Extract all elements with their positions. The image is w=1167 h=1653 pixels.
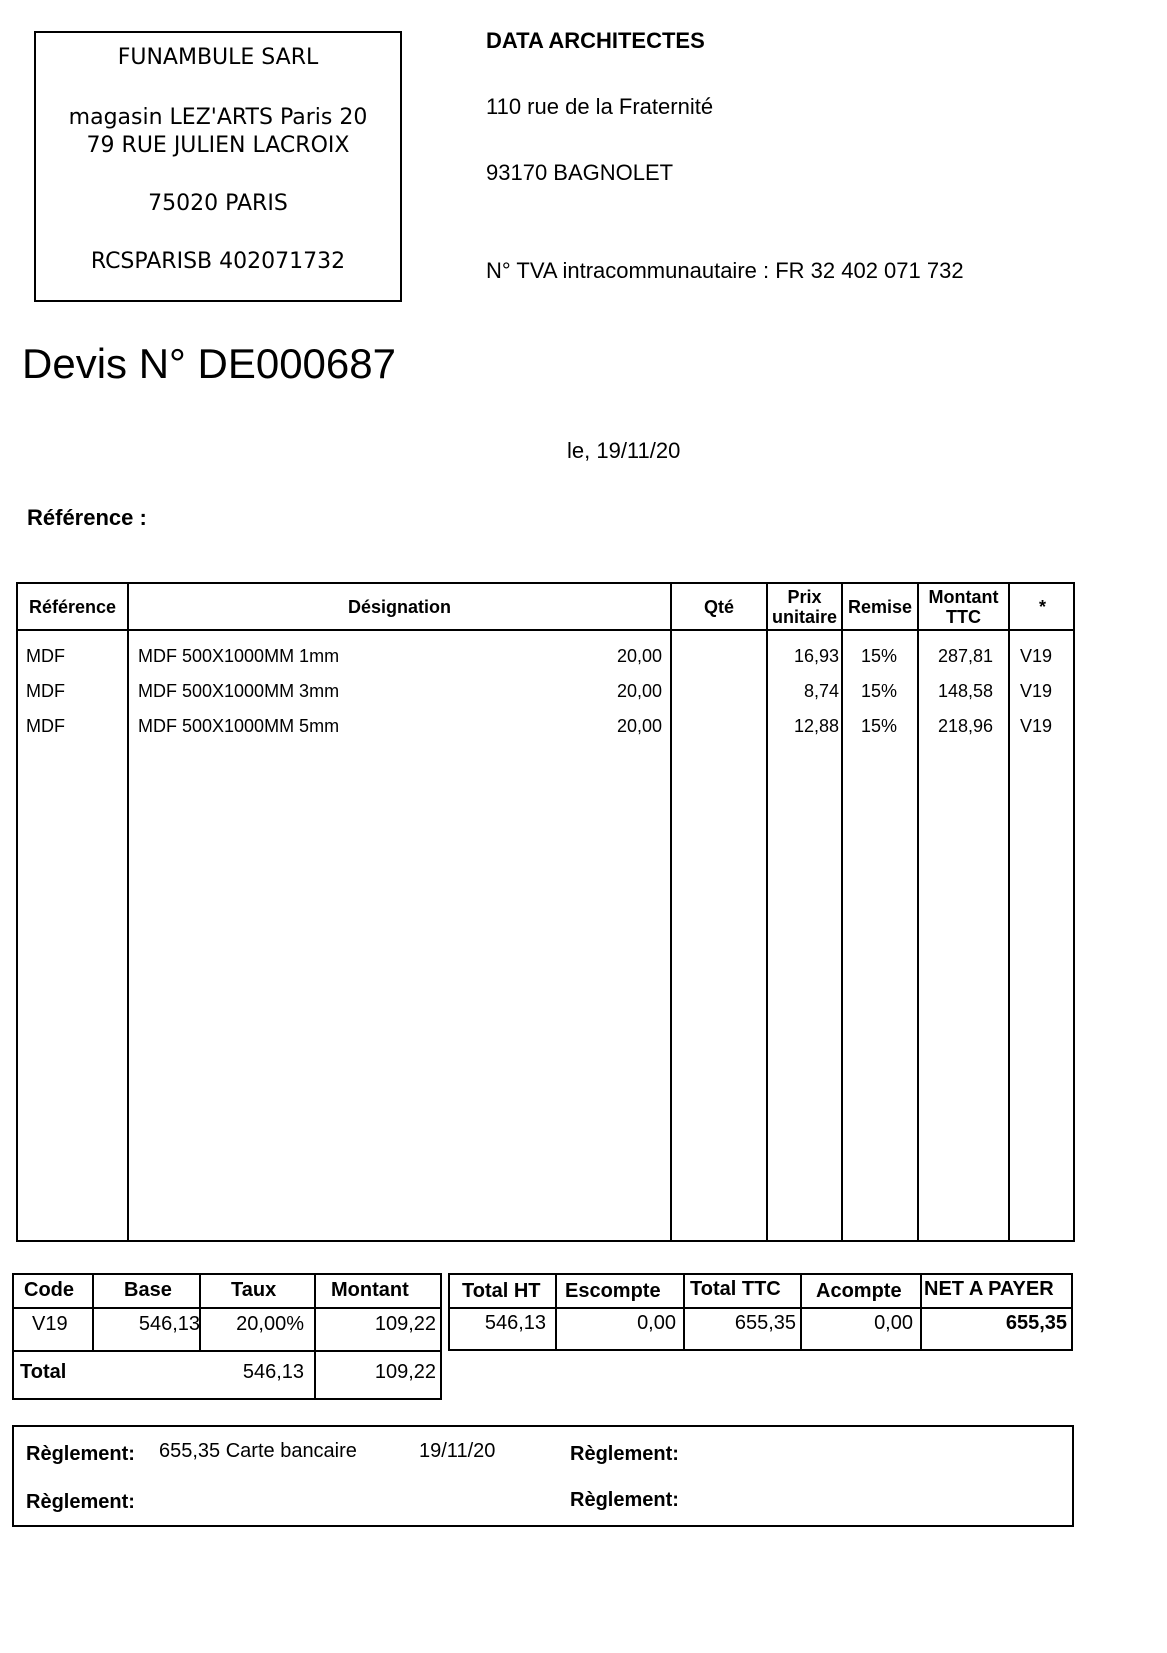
column-divider	[670, 584, 672, 1240]
row-1-designation: MDF 500X1000MM 1mm	[138, 646, 340, 666]
seller-rcs: RCSPARISB 402071732	[90, 249, 346, 274]
payment-label-3: Règlement:	[26, 1491, 135, 1513]
totals-column-divider	[800, 1275, 802, 1349]
reference-label: Référence :	[27, 505, 147, 530]
tax-row-rate: 20,00%	[236, 1313, 304, 1335]
header-amount	[919, 584, 1008, 629]
totals-value-net: 655,35	[1005, 1312, 1067, 1334]
tax-column-divider	[92, 1275, 94, 1350]
row-1-amount: 287,81	[937, 646, 993, 666]
row-2-code: V19	[1020, 681, 1053, 701]
row-1-price: 16,93	[793, 646, 839, 666]
header-discount: Remise	[847, 596, 913, 617]
client-street: 110 rue de la Fraternité	[486, 94, 714, 119]
header-divider	[18, 629, 1073, 631]
tax-row-base: 546,13	[138, 1313, 200, 1335]
tax-header-base: Base	[124, 1279, 172, 1301]
row-3-designation: MDF 500X1000MM 5mm	[138, 716, 340, 736]
row-2-ref: MDF	[26, 681, 65, 701]
row-2-designation: MDF 500X1000MM 3mm	[138, 681, 340, 701]
totals-header-ttc: Total TTC	[690, 1278, 781, 1300]
tax-header-amount: Montant	[331, 1279, 409, 1301]
header-unit-price-line2: unitaire	[771, 606, 837, 627]
totals-value-ht: 546,13	[484, 1312, 546, 1334]
column-divider	[917, 584, 919, 1240]
tax-total-label: Total	[20, 1361, 67, 1383]
seller-street: 79 RUE JULIEN LACROIX	[86, 133, 350, 158]
header-reference: Référence	[28, 596, 117, 617]
totals-column-divider	[555, 1275, 557, 1349]
tax-header-divider	[14, 1307, 440, 1309]
tax-total-divider	[14, 1350, 440, 1352]
row-3-ref: MDF	[26, 716, 65, 736]
payment-1-date: 19/11/20	[419, 1440, 496, 1462]
row-3-qty: 20,00	[616, 716, 662, 736]
totals-value-deposit: 0,00	[874, 1312, 913, 1334]
row-3-amount: 218,96	[937, 716, 993, 736]
column-divider	[841, 584, 843, 1240]
totals-column-divider	[683, 1275, 685, 1349]
totals-header-discount: Escompte	[565, 1280, 661, 1302]
tax-header-code: Code	[24, 1279, 74, 1301]
column-divider	[1008, 584, 1010, 1240]
seller-name: FUNAMBULE SARL	[117, 45, 319, 70]
payment-label-4: Règlement:	[570, 1489, 679, 1511]
column-divider	[127, 584, 129, 1240]
row-2-qty: 20,00	[616, 681, 662, 701]
totals-header-divider	[450, 1307, 1071, 1309]
row-1-ref: MDF	[26, 646, 65, 666]
payment-box	[12, 1425, 1074, 1527]
row-2-amount: 148,58	[937, 681, 993, 701]
row-1-code: V19	[1020, 646, 1053, 666]
row-1-discount: 15%	[861, 646, 898, 666]
seller-store: magasin LEZ'ARTS Paris 20	[68, 105, 368, 130]
row-3-price: 12,88	[793, 716, 839, 736]
payment-1-amount: 655,35 Carte bancaire	[159, 1440, 357, 1462]
header-unit-price	[768, 584, 841, 629]
header-qty: Qté	[703, 596, 734, 617]
totals-table	[448, 1273, 1073, 1351]
payment-label-2: Règlement:	[570, 1443, 679, 1465]
document-date: le, 19/11/20	[567, 438, 681, 463]
client-name: DATA ARCHITECTES	[486, 28, 705, 53]
tax-total-base: 546,13	[242, 1361, 304, 1383]
client-vat: N° TVA intracommunautaire : FR 32 402 071 732	[486, 258, 964, 283]
header-amount-line2: TTC	[946, 606, 981, 627]
totals-column-divider	[920, 1275, 922, 1349]
tax-row-code: V19	[32, 1313, 68, 1335]
header-code: *	[1038, 596, 1046, 617]
totals-value-discount: 0,00	[637, 1312, 676, 1334]
column-divider	[766, 584, 768, 1240]
document-title: Devis N° DE000687	[22, 340, 396, 387]
header-unit-price-line1: Prix	[787, 586, 822, 607]
payment-label-1: Règlement:	[26, 1443, 135, 1465]
header-designation: Désignation	[347, 596, 451, 617]
row-3-discount: 15%	[861, 716, 898, 736]
client-city: 93170 BAGNOLET	[486, 160, 674, 185]
totals-header-net: NET A PAYER	[924, 1278, 1054, 1300]
totals-header-ht: Total HT	[462, 1280, 541, 1302]
header-amount-line1: Montant	[928, 586, 999, 607]
row-2-price: 8,74	[803, 681, 839, 701]
totals-value-ttc: 655,35	[734, 1312, 796, 1334]
row-1-qty: 20,00	[616, 646, 662, 666]
tax-column-divider	[314, 1275, 316, 1398]
tax-table	[12, 1273, 442, 1400]
seller-address-box	[34, 31, 402, 302]
row-3-code: V19	[1020, 716, 1053, 736]
totals-header-deposit: Acompte	[816, 1280, 902, 1302]
tax-header-rate: Taux	[231, 1279, 277, 1301]
row-2-discount: 15%	[861, 681, 898, 701]
tax-row-amount: 109,22	[374, 1313, 436, 1335]
items-table	[16, 582, 1075, 1242]
seller-city: 75020 PARIS	[148, 191, 288, 216]
tax-total-amount: 109,22	[374, 1361, 436, 1383]
